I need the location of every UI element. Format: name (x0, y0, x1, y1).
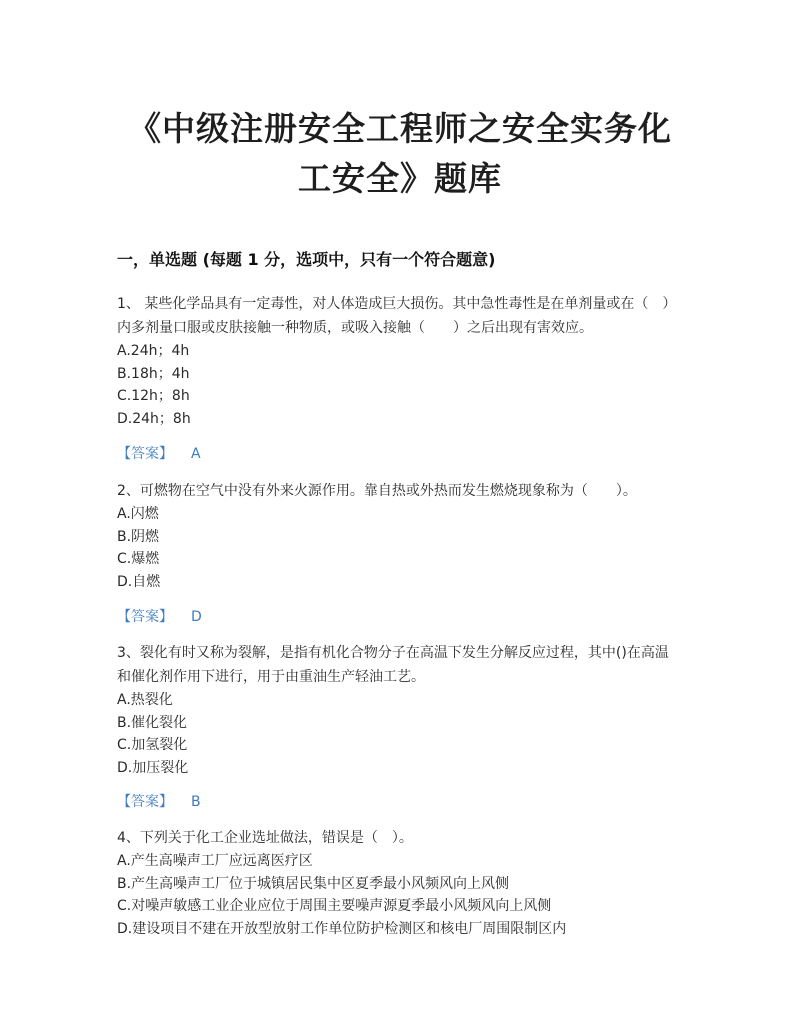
answer-1 (117, 443, 201, 463)
option-a: A.闪燃 (117, 506, 159, 522)
answer-value: A (191, 446, 201, 462)
answer-value: B (191, 794, 201, 810)
option-d: D.自燃 (117, 573, 161, 590)
option-b: B.催化裂化 (117, 714, 188, 731)
option-d: D.建设项目不建在开放型放射工作单位防护检测区和核电厂周围限制区内 (117, 920, 567, 937)
option-b: B.18h；4h (117, 365, 190, 382)
option-d: D.加压裂化 (117, 759, 189, 776)
question-2 (117, 479, 677, 593)
question-3 (117, 641, 677, 779)
option-a: A.24h；4h (117, 343, 190, 359)
question-stem: 3、裂化有时又称为裂解，是指有机化合物分子在高温下发生分解反应过程，其中()在高温和催化剂作用下进行，用于由重油生产轻油工艺。 (117, 645, 669, 685)
option-b: B.产生高噪声工厂位于城镇居民集中区夏季最小风频风向上风侧 (117, 875, 510, 892)
question-4 (117, 826, 677, 940)
section-heading: 一，单选题 (每题 1 分，选项中，只有一个符合题意) (117, 250, 496, 269)
option-a: A.热裂化 (117, 692, 173, 708)
option-a: A.产生高噪声工厂应远离医疗区 (117, 853, 313, 869)
answer-3 (117, 791, 201, 811)
option-b: B.阴燃 (117, 528, 160, 545)
question-stem: 2、可燃物在空气中没有外来火源作用。靠自热或外热而发生燃烧现象称为（ ）。 (117, 483, 637, 499)
answer-tag: 【答案】 (117, 446, 173, 462)
answer-2 (117, 606, 202, 626)
option-c: C.加氢裂化 (117, 737, 188, 753)
title-line-1: 《中级注册安全工程师之安全实务化 (128, 109, 672, 148)
answer-value: D (191, 609, 202, 625)
question-stem: 4、下列关于化工企业选址做法，错误是（ ）。 (117, 830, 413, 846)
answer-tag: 【答案】 (117, 609, 173, 625)
answer-tag: 【答案】 (117, 794, 173, 810)
option-c: C.对噪声敏感工业企业应位于周围主要噪声源夏季最小风频风向上风侧 (117, 898, 552, 914)
document-title (100, 104, 700, 204)
option-d: D.24h；8h (117, 410, 191, 427)
question-stem: 1、 某些化学品具有一定毒性，对人体造成巨大损伤。其中急性毒性是在单剂量或在（ ）内多剂量口服或皮肤接触一种物质，或吸入接触（ ）之后出现有害效应。 (117, 296, 677, 336)
title-line-2: 工安全》题库 (298, 159, 502, 198)
question-1 (117, 292, 677, 430)
option-c: C.爆燃 (117, 551, 160, 567)
option-c: C.12h；8h (117, 388, 190, 404)
